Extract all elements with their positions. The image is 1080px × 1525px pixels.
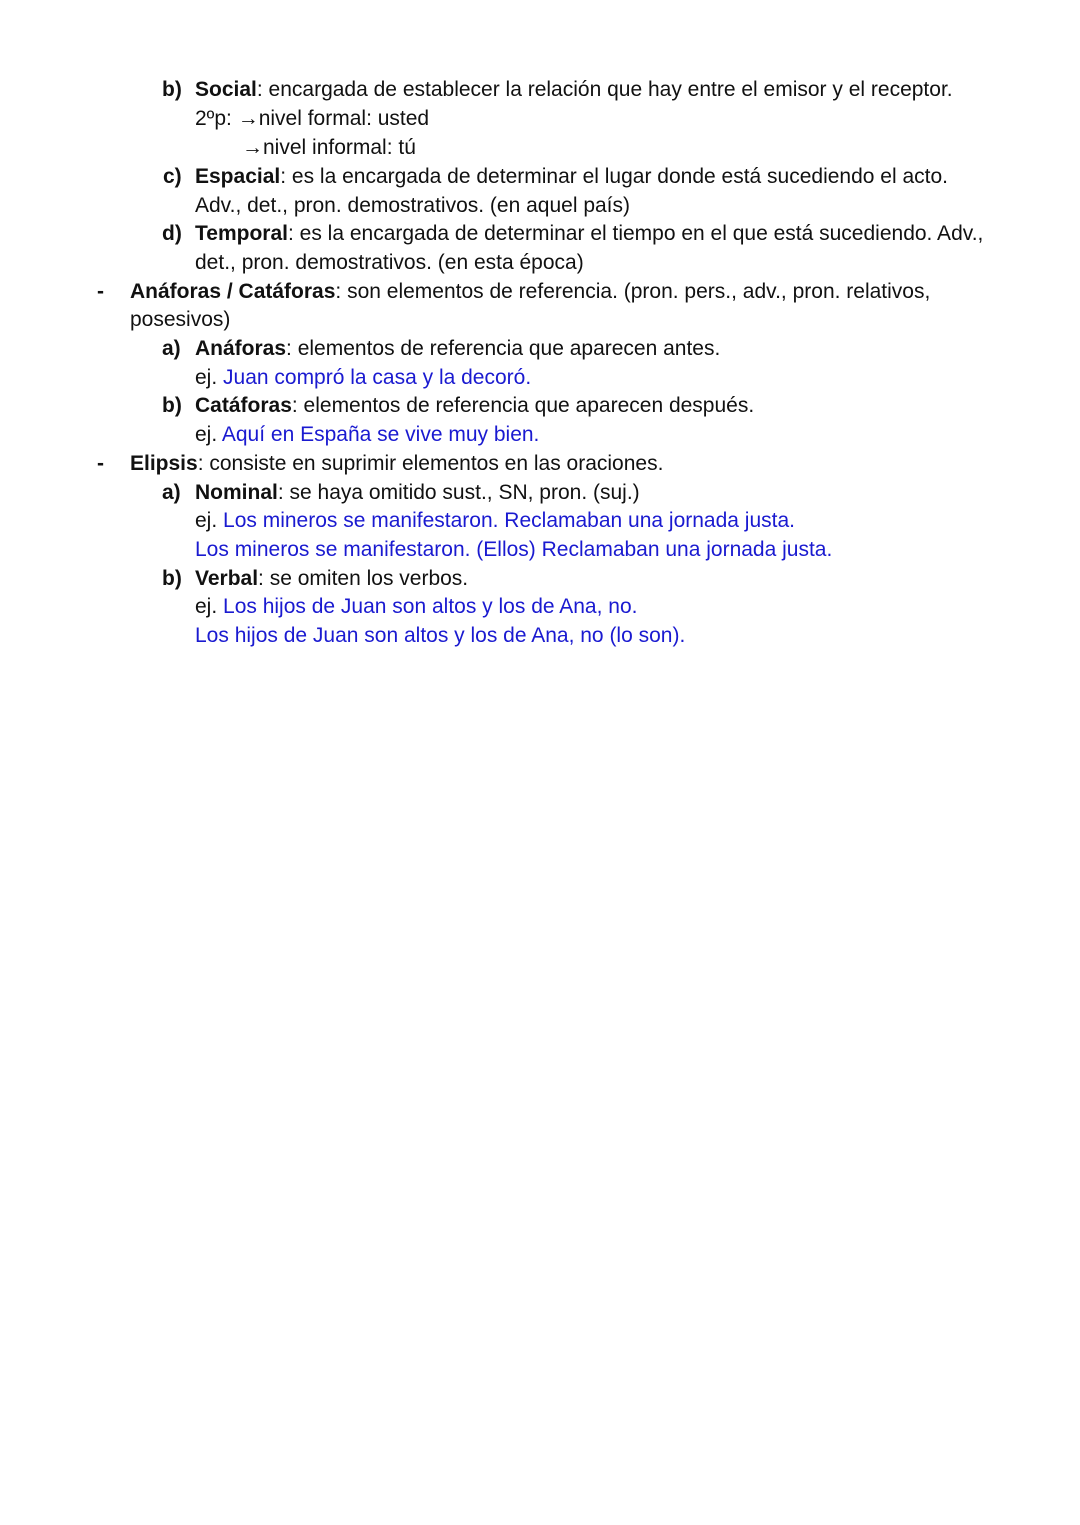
term: Anáforas [195, 337, 287, 360]
term: Espacial [195, 165, 281, 188]
example-text: Los mineros se manifestaron. Reclamaban una jornada justa. [223, 509, 795, 532]
deixis-espacial [195, 163, 948, 191]
bullet: - [97, 280, 104, 303]
example-text: Juan compró la casa y la decoró. [223, 366, 532, 389]
elipsis-verbal [195, 565, 468, 593]
anaforas-item [195, 335, 720, 363]
list-marker: a) [162, 337, 181, 360]
section-anaforas [130, 278, 930, 306]
example-text: Los hijos de Juan son altos y los de Ana, no. [223, 595, 638, 618]
term: Verbal [195, 567, 259, 590]
term: Nominal [195, 481, 278, 504]
example-line [195, 364, 531, 392]
term: Anáforas / Catáforas [130, 280, 336, 303]
definition: : se omiten los verbos. [258, 567, 469, 590]
bullet: - [97, 452, 104, 475]
deixis-espacial-detail: Adv., det., pron. demostrativos. (en aquel país) [195, 194, 631, 217]
example-prefix: ej. [195, 423, 222, 446]
example-text: Aquí en España se vive muy bien. [221, 423, 540, 446]
deixis-social [195, 76, 953, 104]
elipsis-nominal [195, 479, 640, 507]
example-text: Los mineros se manifestaron. (Ellos) Reclamaban una jornada justa. [195, 538, 833, 561]
definition: : consiste en suprimir elementos en las oraciones. [197, 452, 664, 475]
definition: : es la encargada de determinar el tiempo en el que está sucediendo. Adv., [287, 222, 984, 245]
list-marker: b) [162, 394, 182, 417]
list-marker: d) [162, 222, 182, 245]
deixis-social-detail: →nivel informal: tú [242, 136, 416, 159]
term: Catáforas [195, 394, 292, 417]
definition: : se haya omitido sust., SN, pron. (suj.) [277, 481, 640, 504]
term: Elipsis [130, 452, 198, 475]
list-marker: c) [163, 165, 182, 188]
example-prefix: ej. [195, 366, 224, 389]
example-prefix: ej. [195, 595, 224, 618]
list-marker: b) [162, 78, 182, 101]
example-line [195, 421, 539, 449]
example-line [195, 507, 795, 535]
list-marker: a) [162, 481, 181, 504]
deixis-temporal [195, 220, 983, 248]
section-elipsis [130, 450, 663, 478]
definition: : es la encargada de determinar el lugar donde está sucediendo el acto. [280, 165, 949, 188]
example-prefix: ej. [195, 509, 224, 532]
definition: : elementos de referencia que aparecen después. [291, 394, 755, 417]
definition: : encargada de establecer la relación que hay entre el emisor y el receptor. [256, 78, 953, 101]
definition: : elementos de referencia que aparecen antes. [286, 337, 721, 360]
deixis-temporal-detail: det., pron. demostrativos. (en esta época) [195, 251, 584, 274]
term: Social [195, 78, 257, 101]
example-line [195, 593, 637, 621]
example-text: Los hijos de Juan son altos y los de Ana, no (lo son). [195, 624, 686, 647]
definition: : son elementos de referencia. (pron. pers., adv., pron. relativos, [335, 280, 931, 303]
list-marker: b) [162, 567, 182, 590]
cataforas-item [195, 392, 754, 420]
term: Temporal [195, 222, 288, 245]
deixis-social-detail: 2ºp: →nivel formal: usted [195, 107, 430, 130]
section-anaforas-cont: posesivos) [130, 308, 231, 331]
